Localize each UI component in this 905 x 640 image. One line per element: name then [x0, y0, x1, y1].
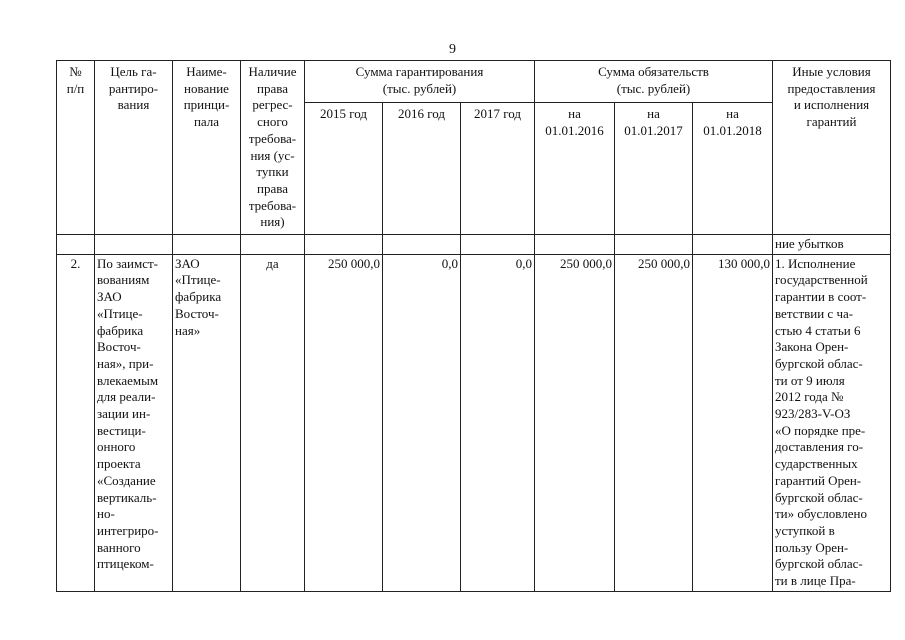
header-num: № п/п: [57, 61, 95, 235]
row-obligation-2017: 250 000,0: [615, 254, 693, 591]
guarantees-table: [56, 60, 891, 592]
header-date-2017: на 01.01.2017: [615, 103, 693, 235]
header-year-2016: 2016 год: [383, 103, 461, 235]
header-other-conditions: Иные условия предоставления и исполнения гарантий: [773, 61, 891, 235]
header-row-1: [57, 61, 891, 103]
header-year-2017: 2017 год: [461, 103, 535, 235]
header-purpose: Цель га- рантиро- вания: [95, 61, 173, 235]
table-row: [57, 254, 891, 591]
row-regress: да: [241, 254, 305, 591]
row-obligation-2016: 250 000,0: [535, 254, 615, 591]
row-guarantee-2016: 0,0: [383, 254, 461, 591]
row-other-conditions: 1. Исполнение государственной гарантии в соот- ветствии с ча- стью 4 статьи 6 Закона Орен- бургской облас- ти от 9 июля 2012 года № 923/283-V-ОЗ «О порядке пре- доставления го- сударственных гарантий Орен- бургской облас- ти» обусловлено уступкой в пользу Орен- бургской облас- ти в лице Пра-: [773, 254, 891, 591]
header-regress: Наличие права регрес- сного требова- ния (ус- тупки права требова- ния): [241, 61, 305, 235]
row-purpose: По заимст- вованиям ЗАО «Птице- фабрика Восточ- ная», при- влекаемым для реали- зации ин- вестици- онного проекта «Создание вертикаль- но- интегриро- ванного птицеком-: [95, 254, 173, 591]
header-guarantee-sum: Сумма гарантирования (тыс. рублей): [305, 61, 535, 103]
row-num: 2.: [57, 254, 95, 591]
page-number: 9: [449, 42, 456, 57]
row-principal: ЗАО «Птице- фабрика Восточ- ная»: [173, 254, 241, 591]
row-guarantee-2017: 0,0: [461, 254, 535, 591]
header-obligations-sum: Сумма обязательств (тыс. рублей): [535, 61, 773, 103]
row-guarantee-2015: 250 000,0: [305, 254, 383, 591]
continuation-text: ние убытков: [773, 235, 891, 255]
header-year-2015: 2015 год: [305, 103, 383, 235]
header-date-2016: на 01.01.2016: [535, 103, 615, 235]
row-obligation-2018: 130 000,0: [693, 254, 773, 591]
continuation-row: [57, 235, 891, 255]
header-principal: Наиме- нование принци- пала: [173, 61, 241, 235]
header-date-2018: на 01.01.2018: [693, 103, 773, 235]
